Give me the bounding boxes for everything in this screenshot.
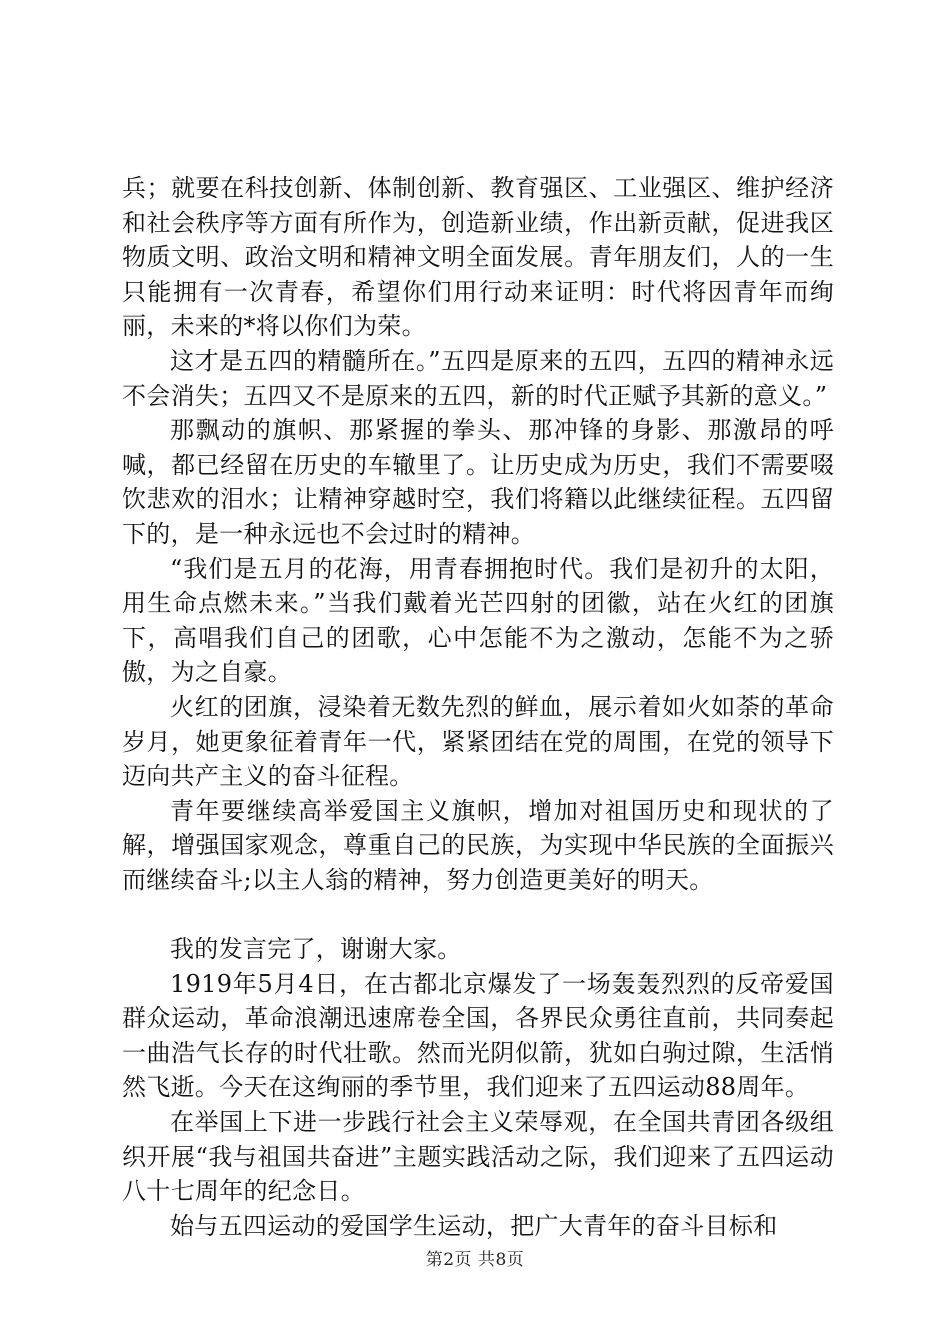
paragraph-1: 兵；就要在科技创新、体制创新、教育强区、工业强区、维护经济和社会秩序等方面有所作为，创造新业绩，作出新贡献，促进我区物质文明、政治文明和精神文明全面发展。青年朋友们，人的一生只能拥有一次青春，希望你们用行动来证明：时代将因青年而绚丽，未来的*将以你们为荣。 xyxy=(122,174,834,341)
paragraph-10: 始与五四运动的爱国学生运动，把广大青年的奋斗目标和 xyxy=(170,1211,778,1240)
paragraph-8: 1919年5月4日，在古都北京爆发了一场轰轰烈烈的反帝爱国群众运动，革命浪潮迅速席卷全国，各界民众勇往直前，共同奏起一曲浩气长存的时代壮歌。然而光阴似箭，犹如白驹过隙，生活悄然飞逝。今天在这绚丽的季节里，我们迎来了五四运动88周年。 xyxy=(122,969,834,1102)
document-body xyxy=(122,171,834,1243)
page-number-footer: 第2页 共8页 xyxy=(425,1250,525,1270)
paragraph-7: 我的发言完了，谢谢大家。 xyxy=(170,935,462,964)
blank-line xyxy=(122,897,834,932)
paragraph-9: 在举国上下进一步践行社会主义荣辱观，在全国共青团各级组织开展“我与祖国共奋进”主题实践活动之际，我们迎来了五四运动八十七周年的纪念日。 xyxy=(122,1108,834,1206)
paragraph-4: “我们是五月的花海，用青春拥抱时代。我们是初升的太阳，用生命点燃未来。”当我们戴着光芒四射的团徽，站在火红的团旗下，高唱我们自己的团歌，心中怎能不为之激动，怎能不为之骄傲，为之自豪。 xyxy=(122,554,834,687)
paragraph-3: 那飘动的旗帜、那紧握的拳头、那冲锋的身影、那激昂的呼喊，都已经留在历史的车辙里了。让历史成为历史，我们不需要啜饮悲欢的泪水；让精神穿越时空，我们将籍以此继续征程。五四留下的，是一种永远也不会过时的精神。 xyxy=(122,416,834,548)
paragraph-2: 这才是五四的精髓所在。”五四是原来的五四，五四的精神永远不会消失；五四又不是原来的五四，新的时代正赋予其新的意义。” xyxy=(122,346,834,410)
paragraph-6: 青年要继续高举爱国主义旗帜，增加对祖国历史和现状的了解，增强国家观念，尊重自己的民族，为实现中华民族的全面振兴而继续奋斗;以主人翁的精神，努力创造更美好的明天。 xyxy=(122,796,834,894)
paragraph-5: 火红的团旗，浸染着无数先烈的鲜血，展示着如火如荼的革命岁月，她更象征着青年一代，紧紧团结在党的周围，在党的领导下迈向共产主义的奋斗征程。 xyxy=(122,692,834,791)
